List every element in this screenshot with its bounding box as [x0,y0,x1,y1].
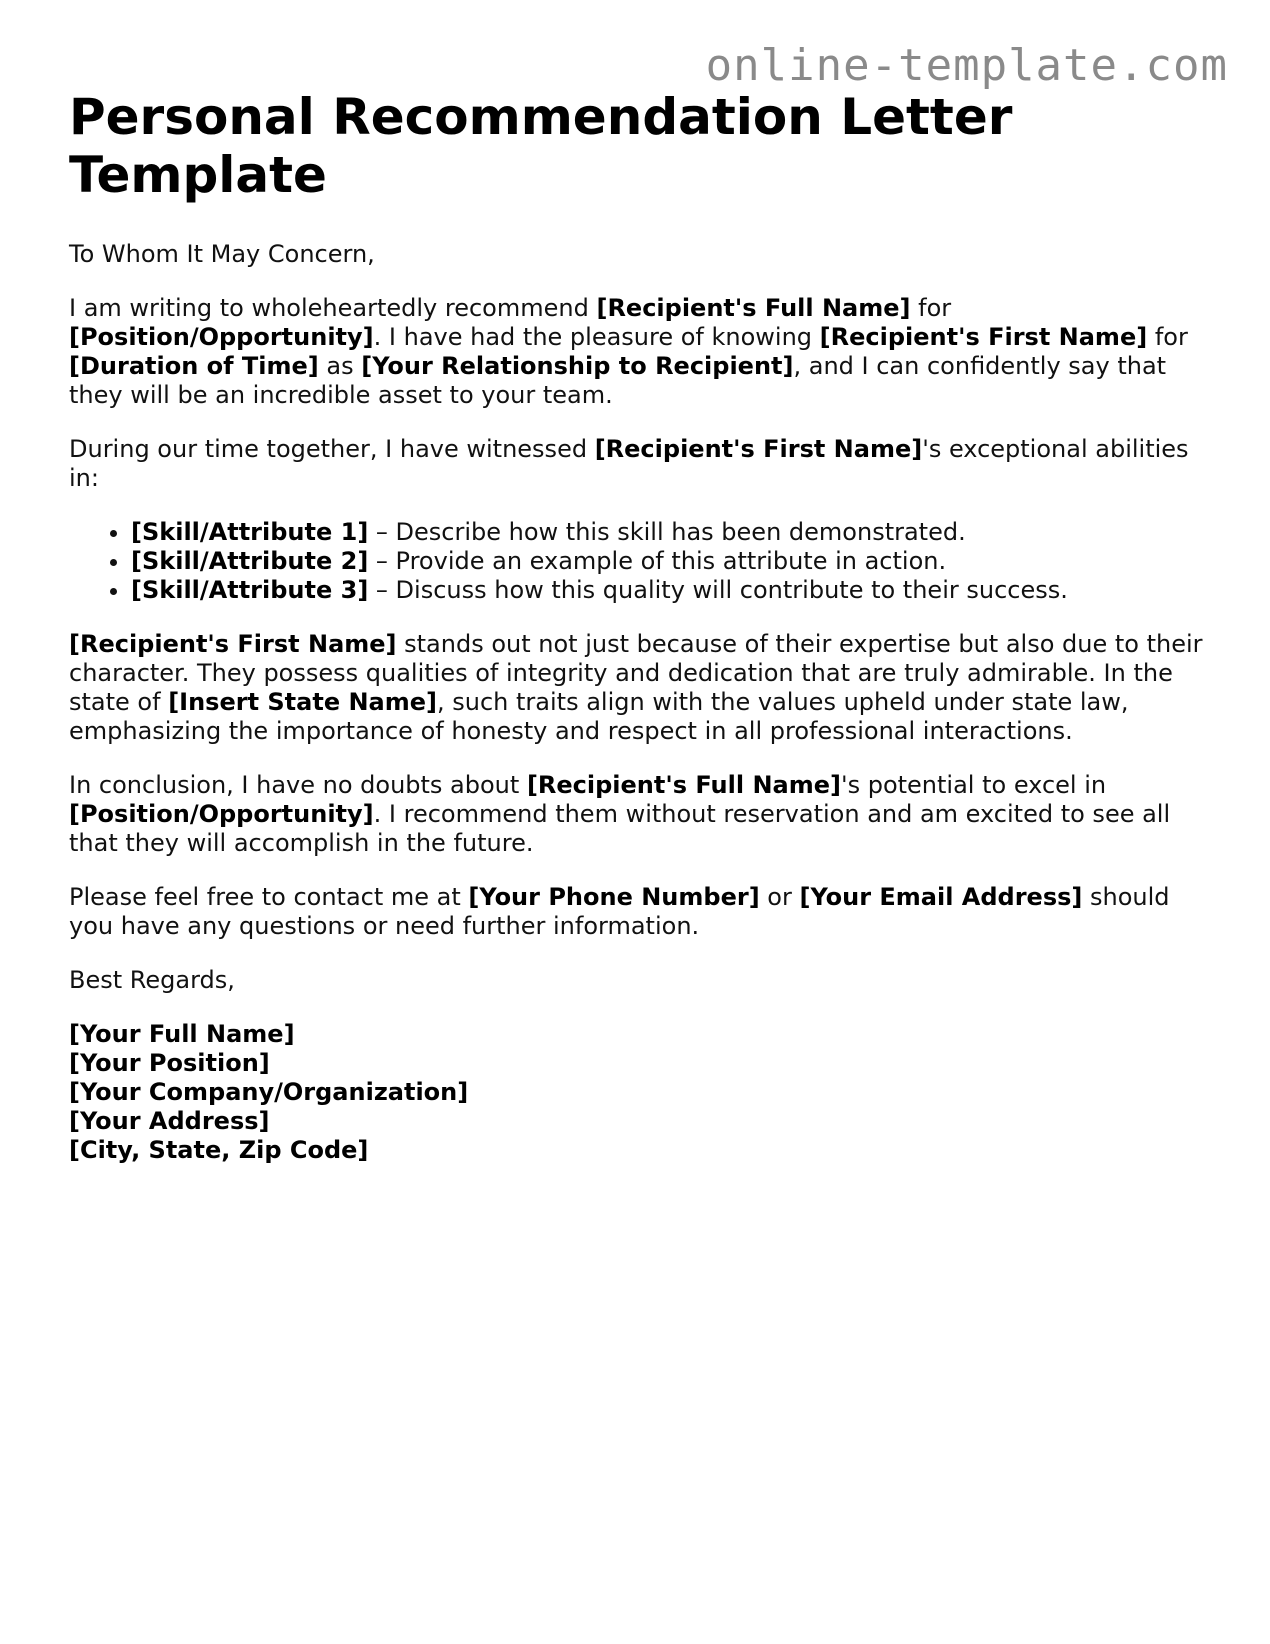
character-text-2: , such traits align with the values upheld under state law, emphasizing the importance of honesty and respect in all professional interactions. [69,688,1129,745]
signature-full-name: [Your Full Name] [69,1020,295,1048]
list-item [131,518,1209,547]
state-name-placeholder: [Insert State Name] [168,688,437,716]
duration-placeholder: [Duration of Time] [69,352,319,380]
character-paragraph [69,630,1209,746]
skill-description: – Describe how this skill has been demonstrated. [368,518,966,546]
signature-block [69,1020,1209,1165]
character-text-1: stands out not just because of their expertise but also due to their character. They possess qualities of integrity and dedication that are truly admirable. In the state of [69,630,1203,716]
recipient-first-name-placeholder: [Recipient's First Name] [594,435,923,463]
intro-text-3: . I have had the pleasure of knowing [373,323,820,351]
skill-label: [Skill/Attribute 2] [131,547,369,575]
page-title: Personal Recommendation Letter Template [69,88,1013,204]
conclusion-text-2: 's potential to excel in [840,771,1107,799]
signature-city-state-zip: [City, State, Zip Code] [69,1136,369,1164]
recipient-full-name-placeholder: [Recipient's Full Name] [596,294,911,322]
signature-position: [Your Position] [69,1049,270,1077]
salutation: To Whom It May Concern, [69,240,375,268]
contact-text-1: Please feel free to contact me at [69,883,469,911]
abilities-text-1: During our time together, I have witnessed [69,435,595,463]
email-placeholder: [Your Email Address] [799,883,1083,911]
list-item [131,576,1209,605]
abilities-text-2: 's exceptional abilities in: [69,435,1189,492]
letter-page [69,88,1209,1165]
skill-label: [Skill/Attribute 3] [131,576,369,604]
skill-description: – Discuss how this quality will contribute to their success. [368,576,1068,604]
relationship-placeholder: [Your Relationship to Recipient] [361,352,794,380]
intro-text-6: , and I can confidently say that they will be an incredible asset to your team. [69,352,1167,409]
signature-company: [Your Company/Organization] [69,1078,469,1106]
watermark: online-template.com [705,40,1228,91]
position-placeholder: [Position/Opportunity] [69,800,374,828]
contact-text-3: should you have any questions or need further information. [69,883,1170,940]
skill-label: [Skill/Attribute 1] [131,518,369,546]
list-item [131,547,1209,576]
recipient-first-name-placeholder: [Recipient's First Name] [69,630,397,658]
intro-paragraph [69,294,1209,410]
intro-text-1: I am writing to wholeheartedly recommend [69,294,597,322]
skills-list [69,518,1209,605]
recipient-full-name-placeholder: [Recipient's Full Name] [526,771,841,799]
contact-paragraph [69,883,1209,941]
recipient-first-name-placeholder: [Recipient's First Name] [819,323,1148,351]
skill-description: – Provide an example of this attribute in action. [368,547,947,575]
intro-text-5: as [318,352,362,380]
intro-text-4: for [1147,323,1188,351]
intro-text-2: for [910,294,952,322]
contact-text-2: or [759,883,800,911]
conclusion-text-1: In conclusion, I have no doubts about [69,771,527,799]
phone-placeholder: [Your Phone Number] [468,883,760,911]
abilities-paragraph [69,435,1209,493]
conclusion-paragraph [69,771,1209,858]
signature-address: [Your Address] [69,1107,270,1135]
closing: Best Regards, [69,966,235,994]
position-placeholder: [Position/Opportunity] [69,323,374,351]
conclusion-text-3: . I recommend them without reservation and am excited to see all that they will accomplish in the future. [69,800,1171,857]
